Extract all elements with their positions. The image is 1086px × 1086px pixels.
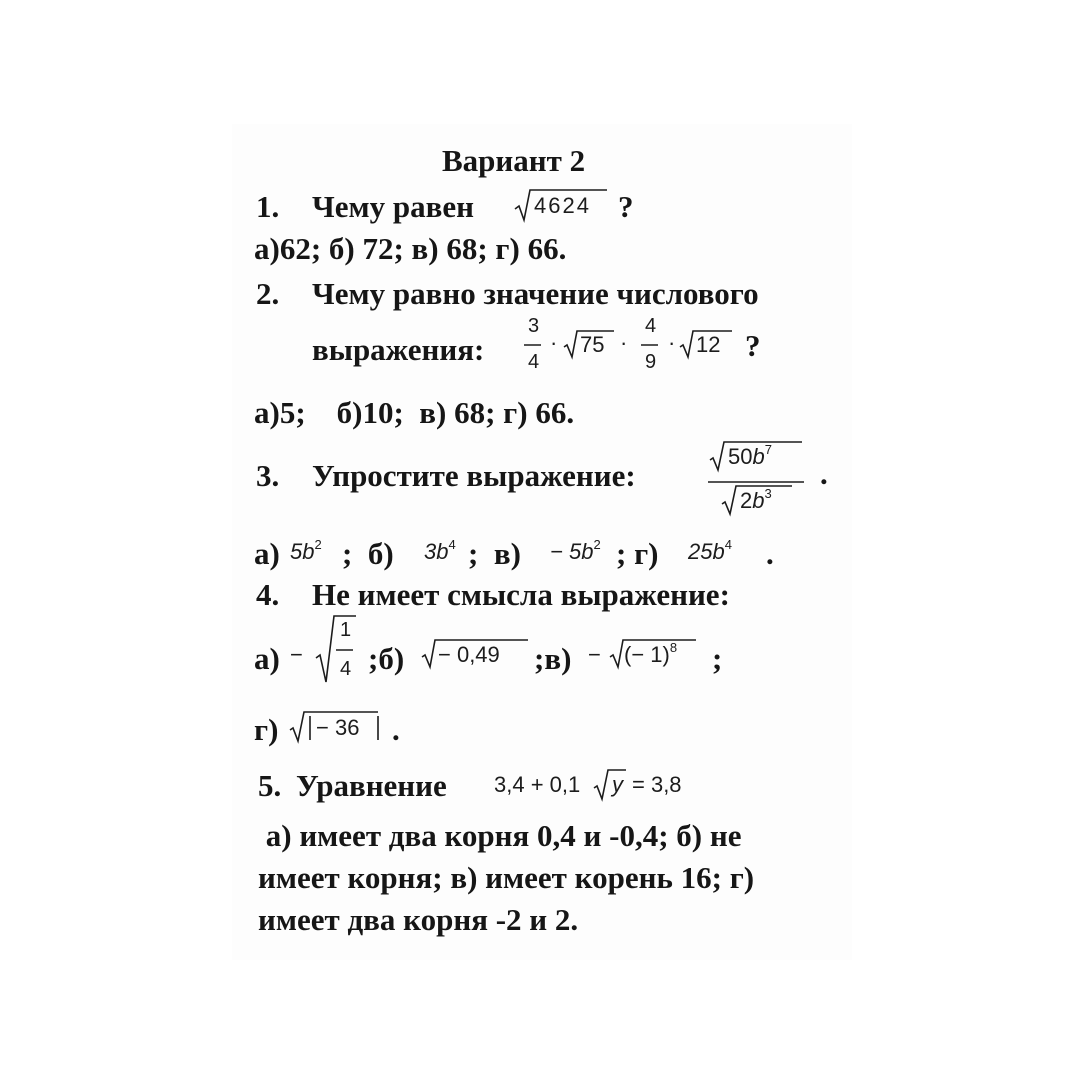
q2-dot1: · — [550, 330, 558, 355]
q3-number: 3. — [256, 458, 280, 493]
q5-variable: y — [612, 772, 623, 797]
q1-radicand: 4624 — [534, 193, 591, 218]
q3-answer-b — [424, 537, 456, 564]
q5-answers-line1: а) имеет два корня 0,4 и -0,4; б) не — [258, 818, 742, 853]
q2-fraction1-bar — [524, 344, 544, 348]
q3-num-coef: 50 — [728, 444, 753, 469]
q4-c-radicand — [624, 640, 678, 667]
q5-equation-left: 3,4 + 0,1 — [494, 772, 581, 797]
q3-a-var: b — [302, 539, 315, 564]
q3-c-exp: 2 — [593, 537, 601, 552]
q3-period: . — [820, 456, 828, 491]
q5-text: Уравнение — [296, 768, 447, 803]
q5-equation-right: = 3,8 — [632, 772, 682, 797]
q2-line1: Чему равно значение числового — [312, 276, 759, 311]
q3-answer-a-label: а) — [254, 536, 280, 571]
q3-denominator — [740, 486, 772, 513]
q3-den-exp: 3 — [764, 486, 772, 501]
q3-end: . — [766, 536, 774, 571]
q3-c-coef: − 5 — [550, 539, 582, 564]
q4-text: Не имеет смысла выражение: — [312, 577, 730, 612]
q3-answer-c — [550, 537, 601, 564]
q3-c-var: b — [581, 539, 594, 564]
q4-a-fraction-bar — [336, 649, 356, 653]
q4-semicolon: ; — [712, 641, 723, 676]
q4-c-exp: 8 — [669, 640, 678, 655]
q3-sep2: ; в) — [468, 536, 521, 571]
q1-answers: а)62; б) 72; в) 68; г) 66. — [254, 231, 567, 266]
q2-number: 2. — [256, 276, 280, 311]
q1-text: Чему равен — [312, 189, 474, 224]
q3-answer-a — [290, 537, 322, 564]
q3-d-exp: 4 — [724, 537, 732, 552]
q2-dot2: · — [620, 330, 628, 355]
q1-question-mark: ? — [618, 189, 634, 224]
q4-number: 4. — [256, 577, 280, 612]
q3-d-var: b — [712, 539, 725, 564]
q4-answer-b-label: ;б) — [368, 641, 405, 676]
q2-line2: выражения: — [312, 332, 485, 367]
q3-sep1: ; б) — [342, 536, 394, 571]
q3-a-coef: 5 — [290, 539, 303, 564]
q4-answer-c-label: ;в) — [534, 641, 572, 676]
q2-question-mark: ? — [745, 328, 761, 363]
q3-sep3: ; г) — [616, 536, 659, 571]
q3-text: Упростите выражение: — [312, 458, 636, 493]
q3-num-exp: 7 — [764, 442, 772, 457]
worksheet — [232, 124, 852, 960]
page-title: Вариант 2 — [442, 143, 586, 178]
q3-numerator — [728, 442, 772, 469]
q2-radicand2: 12 — [696, 332, 721, 357]
q1-number: 1. — [256, 189, 280, 224]
q4-c-minus: − — [588, 642, 601, 667]
q3-b-var: b — [436, 539, 449, 564]
q3-den-coef: 2 — [740, 488, 753, 513]
q4-a-numerator: 1 — [340, 619, 352, 641]
q2-fraction2-denominator: 9 — [645, 351, 657, 373]
q2-dot3: · — [668, 330, 676, 355]
q5-number: 5. — [258, 768, 282, 803]
q3-a-exp: 2 — [314, 537, 322, 552]
q2-fraction2-bar — [641, 344, 661, 348]
q4-d-period: . — [392, 712, 400, 747]
q5-answers-line3: имеет два корня -2 и 2. — [258, 902, 579, 937]
q3-b-coef: 3 — [424, 539, 437, 564]
q4-c-base: (− 1) — [624, 642, 670, 667]
q3-d-coef: 25 — [688, 539, 713, 564]
q3-answer-d — [688, 537, 732, 564]
q4-a-minus: − — [290, 642, 303, 667]
q4-a-denominator: 4 — [340, 658, 352, 680]
q4-answer-d-label: г) — [254, 712, 279, 747]
q3-den-var: b — [752, 488, 765, 513]
q4-b-radicand: − 0,49 — [438, 642, 500, 667]
q2-fraction1-denominator: 4 — [528, 351, 540, 373]
q2-radicand1: 75 — [580, 332, 605, 357]
q5-answers-line2: имеет корня; в) имеет корень 16; г) — [258, 860, 755, 895]
q3-num-var: b — [752, 444, 765, 469]
q3-b-exp: 4 — [448, 537, 456, 552]
q2-answers: а)5; б)10; в) 68; г) 66. — [254, 395, 575, 430]
q4-answer-a-label: а) — [254, 641, 280, 676]
q4-d-radicand: − 36 — [316, 715, 360, 740]
q2-fraction1-numerator: 3 — [528, 315, 540, 337]
q2-fraction2-numerator: 4 — [645, 315, 657, 337]
